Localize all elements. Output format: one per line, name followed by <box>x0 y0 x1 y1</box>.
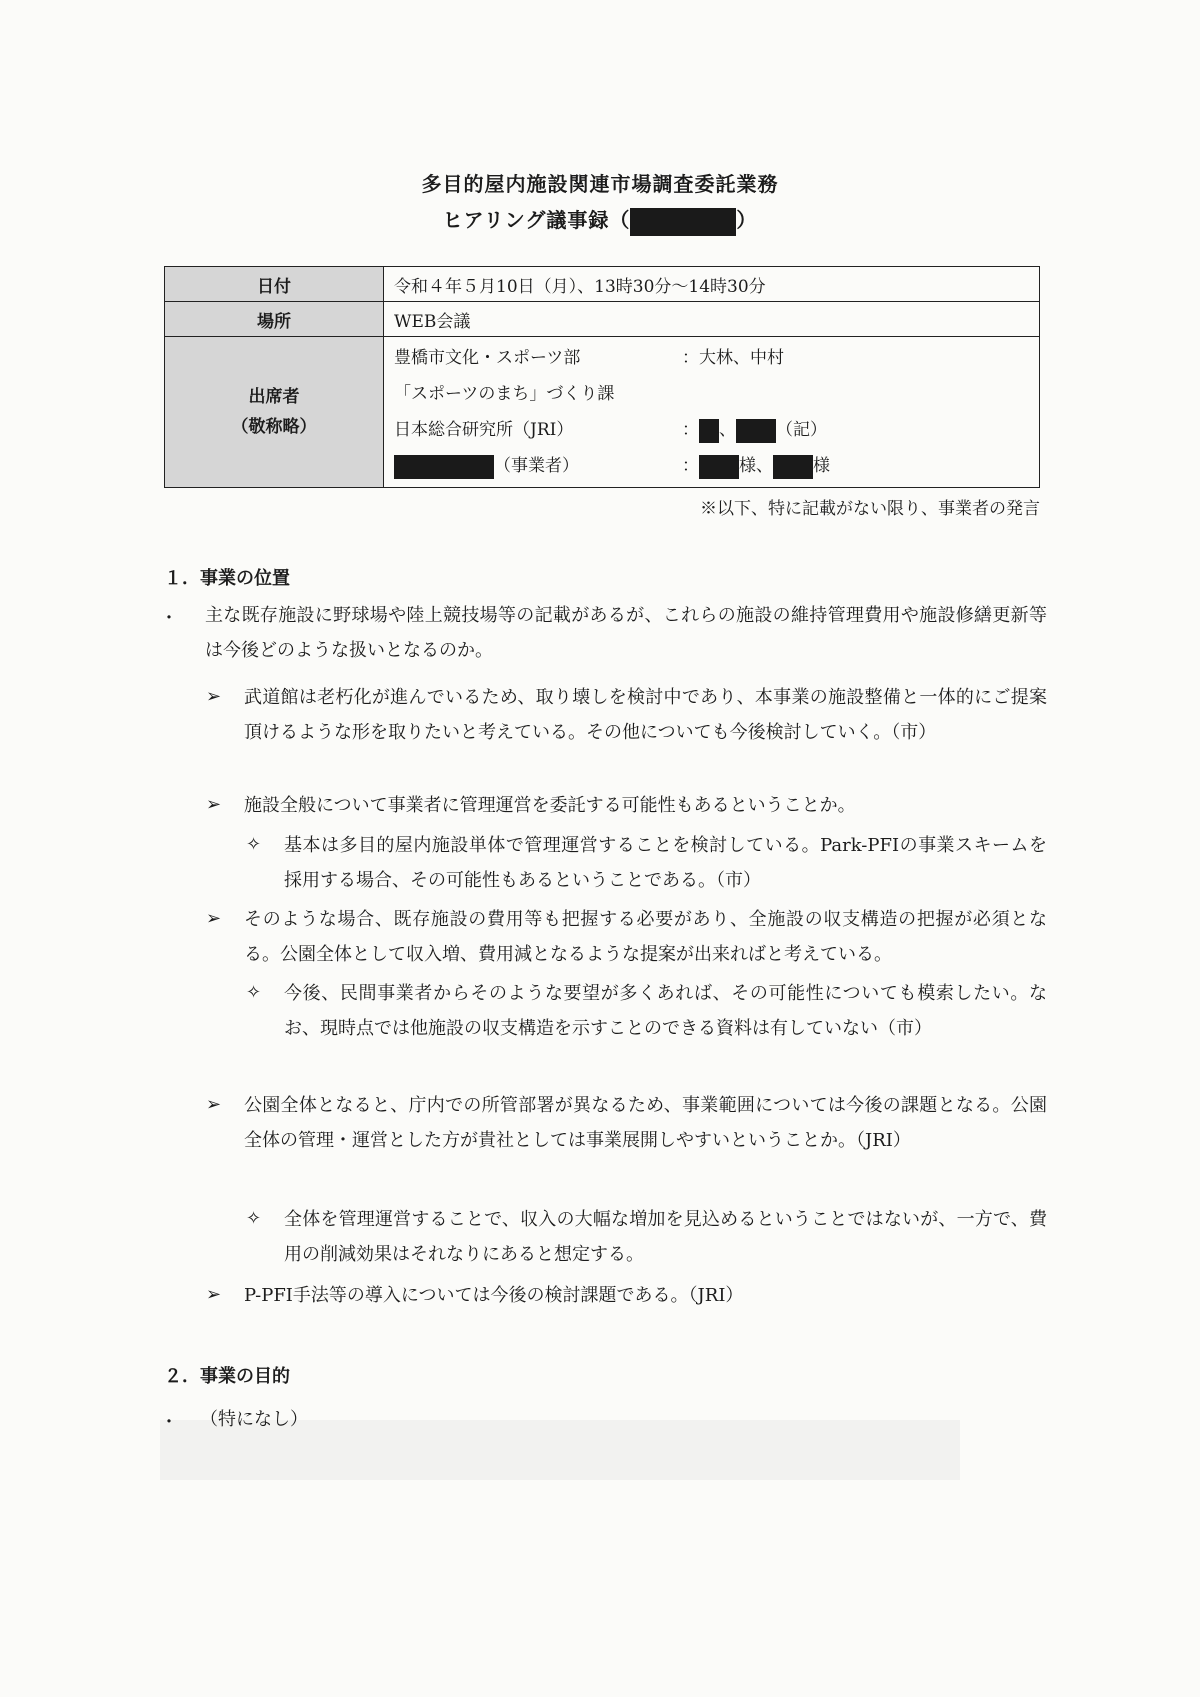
scan-shading <box>160 1420 960 1480</box>
attendees-label-note: （敬称略） <box>231 417 317 437</box>
answer-text: 基本は多目的屋内施設単体で管理運営することを検討している。Park-PFIの事業スキームを採用する場合、その可能性もあるということである。（市） <box>284 835 1047 891</box>
answer-text: 施設全般について事業者に管理運営を委託する可能性もあるということか。 <box>244 795 856 816</box>
redaction-block <box>699 455 739 479</box>
place-value: WEB会議 <box>384 302 1040 337</box>
attendee-line <box>384 412 1039 448</box>
date-row <box>165 267 1040 302</box>
attendee-line <box>384 448 1039 484</box>
attendee-line <box>384 376 1039 412</box>
attendee-names: ： 、 （記） <box>682 412 827 448</box>
redaction-block <box>394 455 494 479</box>
attendee-line <box>384 340 1039 376</box>
name-b: 様 <box>813 456 830 476</box>
attendee-names: ： 様、 様 <box>682 448 830 484</box>
redaction-block <box>736 419 776 443</box>
redaction-block <box>773 455 813 479</box>
attendee-org: 「スポーツのまち」づくり課 <box>394 384 615 404</box>
date-value: 令和４年５月10日（月）、13時30分～14時30分 <box>384 267 1040 302</box>
place-row <box>165 302 1040 337</box>
answer-text: 武道館は老朽化が進んでいるため、取り壊しを検討中であり、本事業の施設整備と一体的にご提案頂けるような形を取りたいと考えている。その他についても今後検討していく。（市） <box>244 687 1047 743</box>
place-label: 場所 <box>165 302 384 337</box>
meeting-info-table <box>164 266 1040 488</box>
attendees-value-cell <box>384 337 1040 488</box>
attendee-org: 豊橋市文化・スポーツ部 <box>394 348 581 368</box>
diamond-bullet-icon: ✧ <box>246 834 262 855</box>
arrow-bullet-icon: ➢ <box>206 1094 222 1115</box>
subtitle-prefix: ヒアリング議事録（ <box>442 208 631 232</box>
section-heading: ２．事業の目的 <box>164 1366 290 1387</box>
arrow-bullet-icon: ➢ <box>206 686 222 707</box>
bullet-icon: ・ <box>160 608 178 629</box>
answer-text: 今後、民間事業者からそのような要望が多くあれば、その可能性についても模索したい。なお、現時点では他施設の収支構造を示すことのできる資料は有していない（市） <box>284 983 1047 1039</box>
answer-text: そのような場合、既存施設の費用等も把握する必要があり、全施設の収支構造の把握が必須となる。公園全体として収入増、費用減となるような提案が出来ればと考えている。 <box>244 909 1047 965</box>
org-suffix: （事業者） <box>494 456 579 476</box>
attendees-row <box>165 337 1040 488</box>
question-text: 主な既存施設に野球場や陸上競技場等の記載があるが、これらの施設の維持管理費用や施設修繕更新等は今後どのような扱いとなるのか。 <box>205 605 1047 661</box>
attendee-names: ：大林、中村 <box>682 348 784 368</box>
answer-text: 全体を管理運営することで、収入の大幅な増加を見込めるということではないが、一方で、費用の削減効果はそれなりにあると想定する。 <box>284 1209 1047 1265</box>
redaction-block <box>630 208 736 236</box>
speaker-note: ※以下、特に記載がない限り、事業者の発言 <box>700 499 1040 519</box>
redaction-block <box>699 419 719 443</box>
bullet-icon: ・ <box>160 1412 178 1433</box>
document-subtitle <box>0 204 1200 236</box>
arrow-bullet-icon: ➢ <box>206 794 222 815</box>
answer-text: P-PFI手法等の導入については今後の検討課題である。（JRI） <box>244 1285 744 1306</box>
diamond-bullet-icon: ✧ <box>246 982 262 1003</box>
arrow-bullet-icon: ➢ <box>206 1284 222 1305</box>
date-label: 日付 <box>165 267 384 302</box>
diamond-bullet-icon: ✧ <box>246 1208 262 1229</box>
subtitle-suffix: ） <box>736 208 758 232</box>
arrow-bullet-icon: ➢ <box>206 908 222 929</box>
attendee-org <box>394 448 579 484</box>
answer-text: 公園全体となると、庁内での所管部署が異なるため、事業範囲については今後の課題となる。公園全体の管理・運営とした方が貴社としては事業展開しやすいということか。（JRI） <box>244 1095 1047 1151</box>
attendee-org: 日本総合研究所（JRI） <box>394 420 574 440</box>
names-suffix: （記） <box>776 420 827 440</box>
answer-text: （特になし） <box>200 1409 308 1430</box>
name-separator: 、 <box>719 420 736 440</box>
attendees-label-cell <box>165 337 384 488</box>
document-title: 多目的屋内施設関連市場調査委託業務 <box>421 172 779 196</box>
attendees-label: 出席者 <box>248 387 300 407</box>
name-a: 様、 <box>739 456 773 476</box>
section-heading: １．事業の位置 <box>164 568 290 589</box>
